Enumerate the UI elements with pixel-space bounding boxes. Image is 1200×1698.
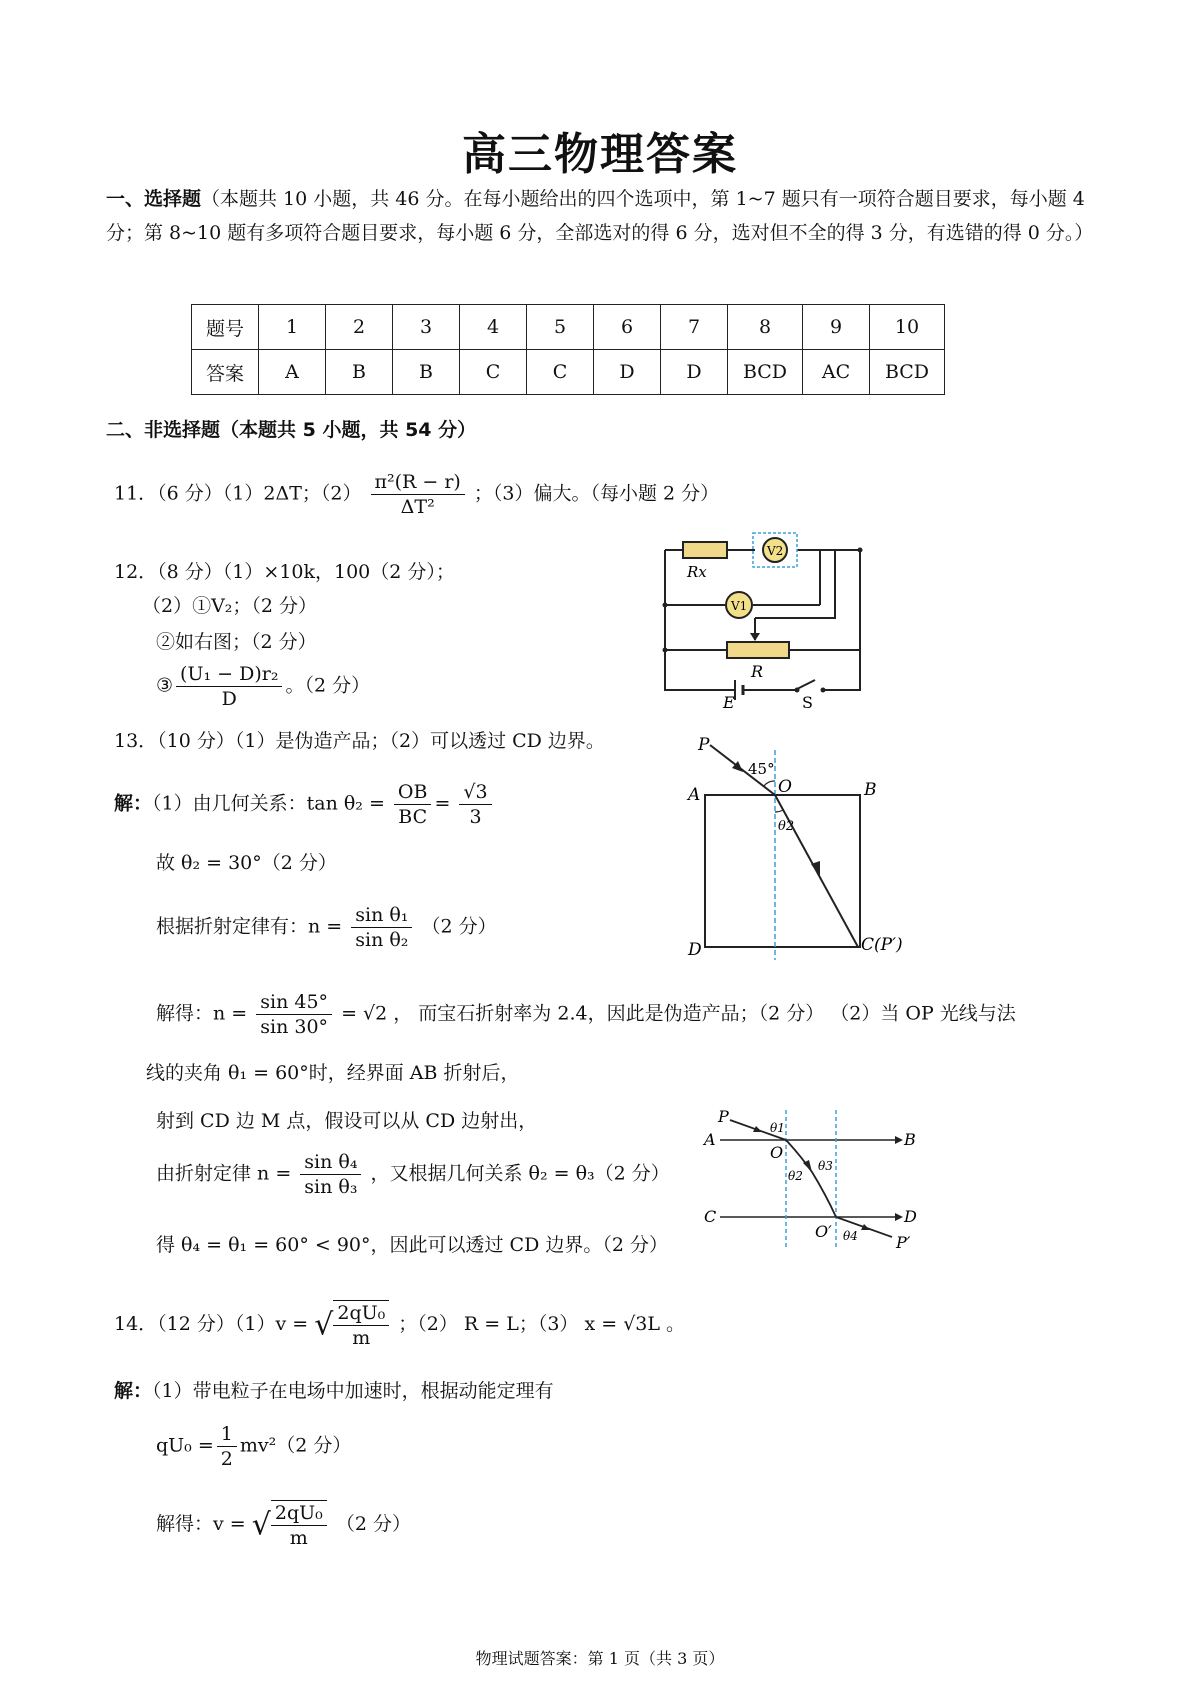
refraction-figure-2 xyxy=(700,1100,920,1260)
fig2-label-p2: P′ xyxy=(896,1233,911,1252)
table-cell: 2 xyxy=(326,305,393,350)
q12-frac-den: D xyxy=(221,688,237,710)
q13-frac1-num: OB xyxy=(394,780,432,805)
fig2-label-theta2: θ2 xyxy=(788,1169,803,1183)
label-v2: V2 xyxy=(767,544,784,558)
table-cell: C xyxy=(527,350,594,395)
page-footer: 物理试题答案：第 1 页（共 3 页） xyxy=(475,1649,725,1668)
fig2-label-theta3: θ3 xyxy=(818,1159,833,1173)
q13-sol-label: 解： xyxy=(114,792,153,815)
fig2-label-p: P xyxy=(718,1107,729,1126)
q14-sol3-prefix: 解得：v = xyxy=(156,1513,246,1535)
fig2-label-b: B xyxy=(904,1130,916,1149)
table-cell: B xyxy=(326,350,393,395)
q13-frac4-den: sin 30° xyxy=(260,1016,329,1038)
q13-sol3-prefix: 根据折射定律有：n = xyxy=(156,915,343,938)
q13-sol8: 得 θ₄ = θ₁ = 60° < 90°，因此可以透过 CD 边界。（2 分） xyxy=(156,1234,668,1256)
q14-frac-half xyxy=(217,1422,237,1471)
table-cell: C xyxy=(460,350,527,395)
q13-sol3-suffix: （2 分） xyxy=(421,915,497,938)
q14-line1-prefix: 14．（12 分）（1）v = xyxy=(114,1313,309,1335)
q14-rad2-den: m xyxy=(289,1527,308,1549)
q12-line4 xyxy=(156,662,370,711)
q13-frac3 xyxy=(351,903,412,952)
table-cell: 1 xyxy=(259,305,326,350)
q13-frac4 xyxy=(256,990,332,1039)
q14-sol2-suffix: mv²（2 分） xyxy=(239,1434,352,1457)
q14-sol1-text: （1）带电粒子在电场中加速时，根据动能定理有 xyxy=(152,1380,554,1402)
fig2-label-d: D xyxy=(904,1207,917,1226)
table-cell: AC xyxy=(803,350,870,395)
q12-line2: （2）①V₂；（2 分） xyxy=(142,595,318,617)
table-header-cell: 题号 xyxy=(192,305,259,350)
table-row-answers xyxy=(192,350,945,395)
q13-sol6: 射到 CD 边 M 点，假设可以从 CD 边射出， xyxy=(156,1110,538,1132)
q11-prefix: 11．（6 分）（1）2ΔT；（2） xyxy=(114,482,362,505)
table-cell: 9 xyxy=(803,305,870,350)
label-s: S xyxy=(802,693,813,710)
q13-frac5-num: sin θ₄ xyxy=(300,1150,361,1175)
section2-heading: 二、非选择题 xyxy=(106,419,221,441)
q14-sol3: 解得：v = √ $\frac{\text{2qU₀}}{m}$ （2 分） xyxy=(156,1502,411,1549)
q14-radical-1 xyxy=(333,1300,389,1350)
fig1-label-a: A xyxy=(688,785,701,805)
q13-frac3-num: sin θ₁ xyxy=(351,903,412,928)
q12-fraction xyxy=(176,662,282,711)
q13-sol5: 线的夹角 θ₁ = 60°时，经界面 AB 折射后， xyxy=(146,1062,520,1084)
q11-line xyxy=(114,470,719,519)
table-cell: 6 xyxy=(594,305,661,350)
q14-rad1-den: m xyxy=(352,1327,371,1349)
section1-heading: 一、选择题 xyxy=(106,188,202,210)
section2-text xyxy=(106,415,476,442)
q13-frac2-num: √3 xyxy=(459,780,491,805)
q12-line4-suffix: 。（2 分） xyxy=(285,674,371,697)
q13-sol7 xyxy=(156,1150,670,1199)
fig1-label-b: B xyxy=(864,780,877,800)
table-cell: 4 xyxy=(460,305,527,350)
table-header-cell: 答案 xyxy=(192,350,259,395)
q14-sol2 xyxy=(156,1422,351,1471)
page-title: 高三物理答案 xyxy=(462,129,738,180)
section2-desc: （本题共 5 小题，共 54 分） xyxy=(220,419,477,441)
label-e: E xyxy=(723,693,735,710)
fig1-label-p: P xyxy=(698,735,710,755)
q13-sol7-prefix: 由折射定律 n = xyxy=(156,1162,292,1185)
rheostat-icon xyxy=(727,642,789,658)
table-cell: 8 xyxy=(728,305,803,350)
table-row-numbers xyxy=(192,305,945,350)
q13-sol1-prefix: （1）由几何关系：tan θ₂ = xyxy=(152,792,385,815)
q14-sol1 xyxy=(114,1376,554,1403)
q13-frac4-num: sin 45° xyxy=(256,990,332,1015)
q12-line3: ②如右图；（2 分） xyxy=(156,631,317,653)
q13-sol4-suffix: = √2 ， 而宝石折射率为 2.4，因此是伪造产品；（2 分） （2）当 OP 光线与法 xyxy=(341,1002,1016,1025)
q14-rad1-num: 2qU₀ xyxy=(333,1301,389,1326)
q12-line1: 12．（8 分）（1）×10k，100（2 分）； xyxy=(114,561,455,583)
circuit-diagram xyxy=(655,530,870,710)
q14-half-num: 1 xyxy=(217,1422,237,1447)
q13-sol2: 故 θ₂ = 30°（2 分） xyxy=(156,852,337,874)
table-cell: D xyxy=(594,350,661,395)
fig2-label-theta1: θ1 xyxy=(770,1121,785,1135)
label-rx: Rx xyxy=(687,563,707,581)
fig1-label-c: C(P′) xyxy=(861,935,903,955)
q13-frac5-den: sin θ₃ xyxy=(304,1176,358,1198)
q14-sol-label: 解： xyxy=(114,1380,153,1402)
fig2-label-c: C xyxy=(704,1207,717,1226)
q11-suffix: ；（3）偏大。（每小题 2 分） xyxy=(473,482,720,505)
q13-sol7-suffix: ，又根据几何关系 θ₂ = θ₃（2 分） xyxy=(370,1162,670,1185)
q14-half-den: 2 xyxy=(220,1448,233,1470)
q12-line4-prefix: ③ xyxy=(156,674,174,697)
q13-frac3-den: sin θ₂ xyxy=(355,929,409,951)
q11-fraction xyxy=(371,470,465,519)
section1-text xyxy=(106,182,1106,250)
resistor-rx-icon xyxy=(683,542,727,558)
fig2-label-theta4: θ4 xyxy=(843,1229,858,1243)
q13-frac2 xyxy=(459,780,491,829)
q13-sol1: 解：（1）由几何关系：tan θ₂ = $\frac{OB}{BC}$ = $\frac{√3}{3}$ xyxy=(114,780,495,829)
q13-frac2-den: 3 xyxy=(469,806,482,828)
table-cell: 3 xyxy=(393,305,460,350)
q13-sol4 xyxy=(156,990,1016,1039)
section1-desc: （本题共 10 小题，共 46 分。在每小题给出的四个选项中，第 1~7 题只有一项符合题目要求，每小题 4 分；第 8~10 题有多项符合题目要求，每小题 6 分，全部选对的得 6 分，选对但不全的得 3 分，有选错的得 0 分。） xyxy=(106,188,1094,244)
fig1-label-angle: 45° xyxy=(748,760,775,778)
table-cell: A xyxy=(259,350,326,395)
label-v1: V1 xyxy=(731,599,748,613)
q14-line1: 14．（12 分）（1）v = √ $\frac{\text{2qU₀}}{m}$ ；（2） R = L；（3） x = √3L 。 xyxy=(114,1302,686,1349)
q14-sol3-suffix: （2 分） xyxy=(335,1513,411,1535)
fig2-label-o2: O′ xyxy=(815,1222,832,1241)
q13-sol3 xyxy=(156,903,497,952)
fig1-label-theta2: θ2 xyxy=(778,819,795,834)
q13-frac5 xyxy=(300,1150,361,1199)
q14-line1-suffix: ；（2） R = L；（3） x = √3L 。 xyxy=(398,1313,686,1335)
fig2-label-o: O xyxy=(770,1143,784,1162)
table-cell: BCD xyxy=(870,350,945,395)
q14-rad2-num: 2qU₀ xyxy=(271,1501,327,1526)
q12-frac-num: (U₁ − D)r₂ xyxy=(176,662,282,687)
fig2-label-a: A xyxy=(704,1130,716,1149)
q13-frac1 xyxy=(394,780,432,829)
q11-frac-num: π²(R − r) xyxy=(371,470,465,495)
q13-frac1-den: BC xyxy=(398,806,428,828)
q11-frac-den: ΔT² xyxy=(400,496,435,518)
table-cell: D xyxy=(661,350,728,395)
label-r: R xyxy=(751,662,764,681)
table-cell: 7 xyxy=(661,305,728,350)
table-cell: 5 xyxy=(527,305,594,350)
table-cell: BCD xyxy=(728,350,803,395)
table-cell: 10 xyxy=(870,305,945,350)
table-cell: B xyxy=(393,350,460,395)
q13-sol4-prefix: 解得：n = xyxy=(156,1002,248,1025)
answer-table xyxy=(191,304,945,395)
q14-radical-2 xyxy=(271,1500,327,1550)
refraction-figure-1 xyxy=(680,730,920,970)
fig1-label-o: O xyxy=(778,777,792,797)
q13-line1: 13．（10 分）（1）是伪造产品；（2）可以透过 CD 边界。 xyxy=(114,730,605,752)
q14-sol2-prefix: qU₀ = xyxy=(156,1434,214,1457)
fig1-label-d: D xyxy=(688,940,702,960)
